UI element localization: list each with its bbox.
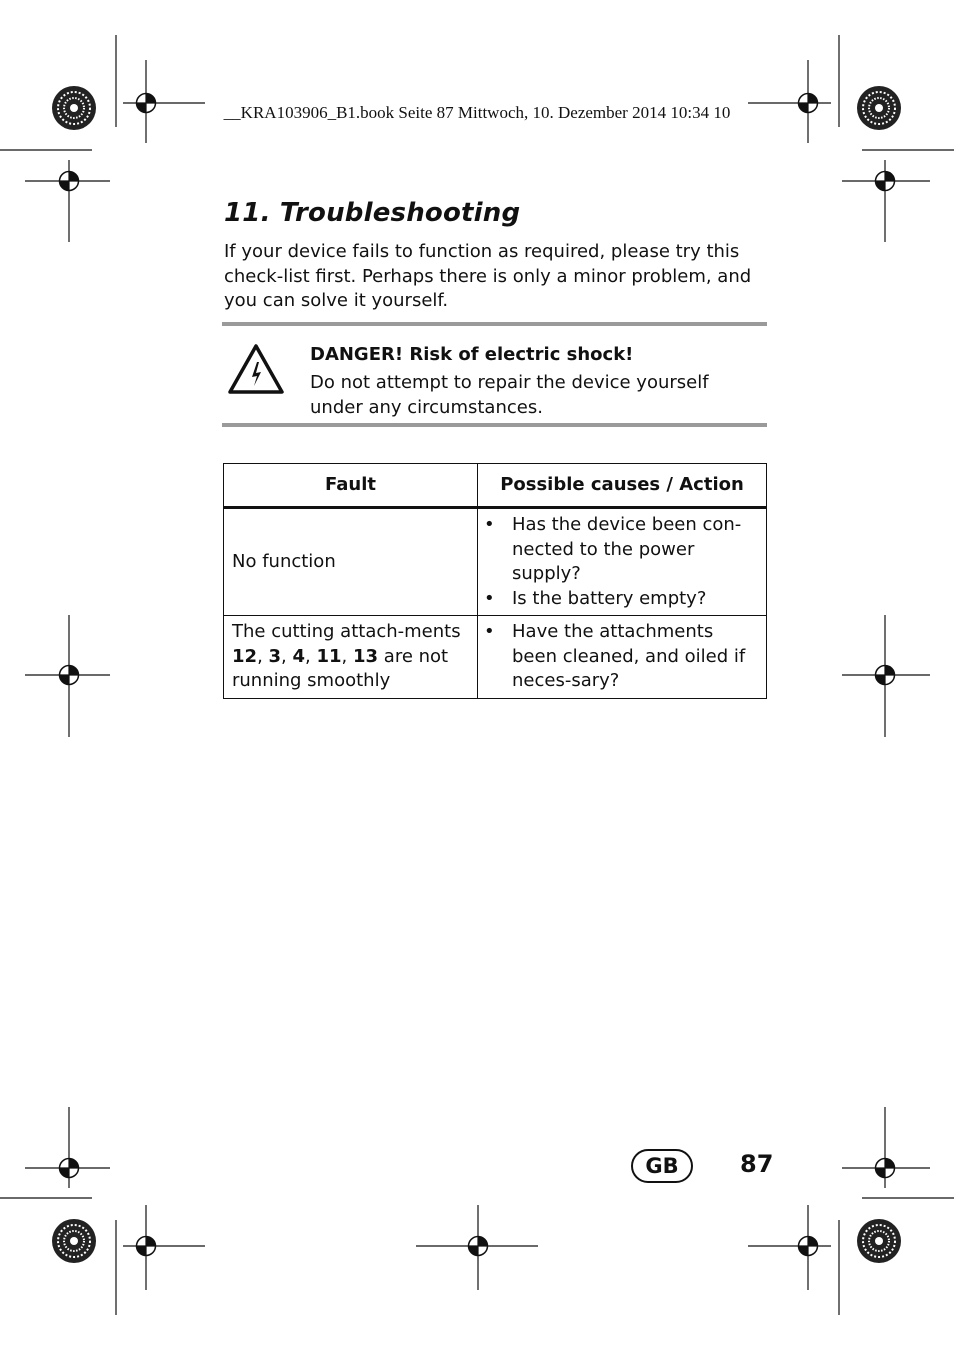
danger-title: DANGER! Risk of electric shock! — [310, 344, 634, 365]
table-row — [224, 616, 767, 699]
action-cell — [478, 616, 767, 699]
part-ref: 3 — [268, 645, 282, 667]
fault-text-suffix: are not running smoothly — [232, 645, 449, 691]
part-ref: 12 — [232, 645, 258, 667]
fault-cell: The cutting attach-ments 12, 3, 4, 11, 13 are not running smoothly — [224, 616, 478, 699]
intro-paragraph: If your device fails to function as required, please try this check-list first. Perhaps there is only a minor problem, and you can solve it yourself. — [224, 241, 752, 311]
page-number: 87 — [740, 1150, 774, 1178]
bullet-icon: • — [484, 587, 495, 609]
print-job-header: __KRA103906_B1.book Seite 87 Mittwoch, 10. Dezember 2014 10:34 10 — [223, 103, 731, 122]
troubleshooting-table — [223, 463, 767, 699]
action-item: • Have the attachments been cleaned, and oiled if neces-sary? — [484, 621, 746, 691]
action-cell — [478, 508, 767, 616]
fault-cell: No function — [224, 508, 478, 616]
fault-text-prefix: The cutting attach-ments — [232, 621, 461, 642]
part-ref: 13 — [353, 645, 379, 667]
action-item: • Is the battery empty? — [484, 587, 758, 612]
bullet-icon: • — [484, 514, 495, 535]
part-ref: 11 — [316, 645, 342, 667]
danger-text: Do not attempt to repair the device yourself under any circumstances. — [310, 372, 709, 418]
electric-shock-warning-icon — [226, 342, 286, 398]
action-item: • Has the device been con-nected to the power supply? — [484, 514, 742, 584]
bullet-icon: • — [484, 621, 495, 642]
language-badge: GB — [631, 1149, 693, 1183]
part-ref: 4 — [292, 645, 306, 667]
column-header-fault: Fault — [224, 464, 478, 508]
section-title: 11. Troubleshooting — [224, 198, 521, 228]
table-row — [224, 508, 767, 616]
table-header-row — [224, 464, 767, 508]
danger-notice — [222, 322, 767, 427]
column-header-action: Possible causes / Action — [478, 464, 767, 508]
